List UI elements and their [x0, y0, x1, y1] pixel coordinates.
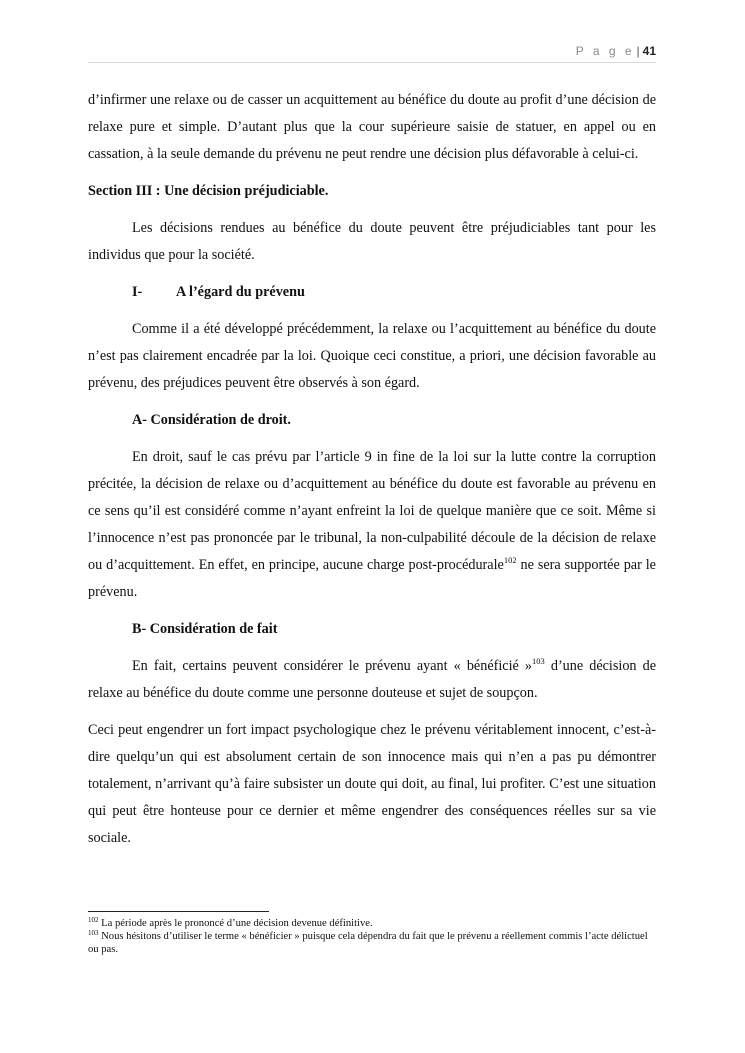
footnote-ref-103[interactable]: 103 — [532, 656, 545, 666]
footnote-102 — [88, 917, 656, 930]
paragraph-fait-text-end: d’une décision de relaxe au bénéfice du doute comme une personne douteuse et sujet de soupçon. — [88, 658, 656, 701]
footnote-divider — [88, 911, 269, 912]
subsection-number: I- — [132, 284, 143, 300]
footnote-103 — [88, 930, 656, 956]
paragraph-continuation: d’infirmer une relaxe ou de casser un acquittement au bénéfice du doute au profit d’une décision de relaxe pure et simple. D’autant plus que la cour supérieure saisie de statuer, en appel ou en cassation, à la seule demande du prévenu ne peut rendre une décision plus défavorable à celui-ci. — [88, 92, 656, 162]
subsection-heading-b: B- Considération de fait — [132, 621, 278, 637]
paragraph-impact: Ceci peut engendrer un fort impact psychologique chez le prévenu véritablement innocent, c’est-à-dire quelqu’un qui est absolument certain de son innocence mais qui n’en a pas pu démontrer totalement, n’arrivant qu’à faire subsister un doute qui doit, au final, lui profiter. C’est une situation qui peut être honteuse pour ce dernier et même engendrer des conséquences réelles sur sa vie sociale. — [88, 722, 656, 846]
footnote-text: Nous hésitons d’utiliser le terme « bénéficier » puisque cela dépendra du fait que le prévenu a réellement commis l’acte délictuel ou pas. — [88, 931, 648, 955]
footnote-number: 102 — [88, 916, 99, 924]
paragraph-droit — [88, 444, 656, 606]
page-label: P a g e — [575, 44, 635, 58]
subsection-heading-1 — [88, 279, 656, 306]
paragraph-intro: Les décisions rendues au bénéfice du doute peuvent être préjudiciables tant pour les individus que pour la société. — [88, 220, 656, 263]
page-header — [88, 44, 656, 63]
section-heading: Section III : Une décision préjudiciable. — [88, 183, 329, 199]
subsection-title: A l’égard du prévenu — [176, 284, 305, 300]
footnotes — [88, 917, 656, 956]
subsection-heading-a: A- Considération de droit. — [132, 412, 291, 428]
paragraph-droit-text: En droit, sauf le cas prévu par l’article 9 in fine de la loi sur la lutte contre la corruption précitée, la décision de relaxe ou d’acquittement au bénéfice du doute est favorable au prévenu en ce sens qu’il est considéré comme n’ayant enfreint la loi de quelque manière que ce soit. Même si l’innocence n’est pas prononcée par le tribunal, la non-culpabilité découle de la décision de relaxe ou d’acquittement. En effet, en principe, aucune charge post-procédurale — [88, 449, 656, 573]
paragraph-droit-text-end: ne sera supportée par le prévenu. — [88, 557, 656, 600]
paragraph-fait — [88, 653, 656, 707]
page-separator: | — [636, 44, 640, 58]
paragraph-fait-text: En fait, certains peuvent considérer le prévenu ayant « bénéficié » — [132, 658, 533, 674]
page-number: 41 — [642, 44, 656, 58]
document-body — [88, 87, 656, 862]
footnote-number: 103 — [88, 929, 99, 937]
footnote-text: La période après le prononcé d’une décision devenue définitive. — [98, 918, 373, 929]
paragraph-prevenu: Comme il a été développé précédemment, la relaxe ou l’acquittement au bénéfice du doute n’est pas clairement encadrée par la loi. Quoique ceci constitue, a priori, une décision favorable au prévenu, des préjudices peuvent être observés à son égard. — [88, 321, 656, 391]
footnote-ref-102[interactable]: 102 — [503, 555, 517, 565]
